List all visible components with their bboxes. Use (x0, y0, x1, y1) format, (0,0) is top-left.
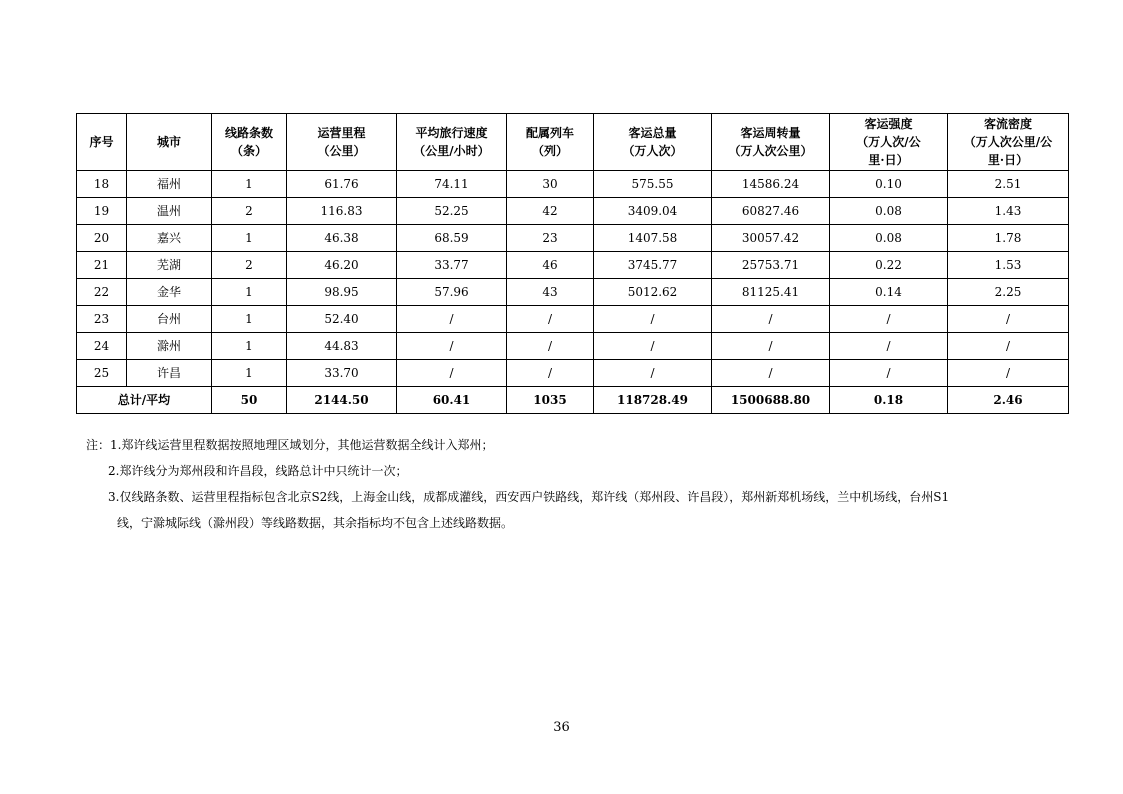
header-mileage: 运营里程 （公里） (287, 114, 397, 171)
cell-city: 福州 (127, 171, 212, 198)
cell-line-count: 1 (212, 225, 287, 252)
cell-passenger-turnover: / (712, 306, 830, 333)
total-passenger-volume: 118728.49 (594, 387, 712, 414)
cell-passenger-volume: 3409.04 (594, 198, 712, 225)
total-trains: 1035 (507, 387, 594, 414)
cell-line-count: 1 (212, 360, 287, 387)
header-city: 城市 (127, 114, 212, 171)
cell-line-count: 1 (212, 306, 287, 333)
table-row (77, 333, 1069, 360)
cell-passenger-volume: / (594, 360, 712, 387)
cell-passenger-intensity: / (830, 360, 948, 387)
header-index: 序号 (77, 114, 127, 171)
cell-passenger-turnover: 30057.42 (712, 225, 830, 252)
cell-trains: / (507, 333, 594, 360)
cell-index: 23 (77, 306, 127, 333)
cell-city: 许昌 (127, 360, 212, 387)
header-passenger-volume: 客运总量 （万人次） (594, 114, 712, 171)
note-3-line-1: 3.仅线路条数、运营里程指标包含北京S2线，上海金山线，成都成灌线，西安西户铁路线，郑许线（郑州段、许昌段），郑州新郑机场线，兰中机场线，台州S1 (108, 490, 950, 504)
cell-mileage: 46.20 (287, 252, 397, 279)
cell-passenger-intensity: 0.10 (830, 171, 948, 198)
cell-index: 20 (77, 225, 127, 252)
cell-avg-speed: / (397, 333, 507, 360)
page-number: 36 (553, 720, 570, 735)
table-footer (77, 387, 1069, 414)
cell-index: 22 (77, 279, 127, 306)
total-passenger-density: 2.46 (948, 387, 1069, 414)
cell-passenger-density: 1.43 (948, 198, 1069, 225)
note-1: 注：1.郑许线运营里程数据按照地理区域划分，其他运营数据全线计入郑州； (86, 438, 494, 452)
cell-passenger-turnover: / (712, 333, 830, 360)
table-body (77, 171, 1069, 387)
cell-passenger-turnover: 14586.24 (712, 171, 830, 198)
cell-passenger-density: / (948, 333, 1069, 360)
note-2: 2.郑许线分为郑州段和许昌段，线路总计中只统计一次； (108, 464, 408, 478)
cell-passenger-volume: 575.55 (594, 171, 712, 198)
total-passenger-intensity: 0.18 (830, 387, 948, 414)
total-label: 总计/平均 (77, 387, 212, 414)
total-passenger-turnover: 1500688.80 (712, 387, 830, 414)
cell-passenger-density: / (948, 360, 1069, 387)
cell-line-count: 2 (212, 198, 287, 225)
cell-trains: 30 (507, 171, 594, 198)
cell-mileage: 52.40 (287, 306, 397, 333)
cell-avg-speed: 52.25 (397, 198, 507, 225)
table-row (77, 225, 1069, 252)
cell-mileage: 116.83 (287, 198, 397, 225)
cell-passenger-intensity: 0.14 (830, 279, 948, 306)
cell-mileage: 46.38 (287, 225, 397, 252)
cell-passenger-intensity: 0.08 (830, 225, 948, 252)
cell-trains: / (507, 306, 594, 333)
table-row (77, 171, 1069, 198)
cell-line-count: 2 (212, 252, 287, 279)
cell-avg-speed: 57.96 (397, 279, 507, 306)
cell-index: 18 (77, 171, 127, 198)
cell-passenger-volume: 1407.58 (594, 225, 712, 252)
cell-trains: 46 (507, 252, 594, 279)
table-row (77, 279, 1069, 306)
header-line-count: 线路条数 （条） (212, 114, 287, 171)
header-passenger-intensity: 客运强度 （万人次/公 里·日） (830, 114, 948, 171)
cell-passenger-intensity: 0.22 (830, 252, 948, 279)
metro-statistics-table (76, 113, 1069, 414)
table-row (77, 198, 1069, 225)
header-passenger-density: 客流密度 （万人次公里/公 里·日） (948, 114, 1069, 171)
cell-trains: 42 (507, 198, 594, 225)
cell-city: 滁州 (127, 333, 212, 360)
cell-city: 芜湖 (127, 252, 212, 279)
cell-index: 19 (77, 198, 127, 225)
cell-passenger-volume: 5012.62 (594, 279, 712, 306)
table-row (77, 252, 1069, 279)
cell-avg-speed: / (397, 306, 507, 333)
cell-city: 金华 (127, 279, 212, 306)
cell-passenger-intensity: 0.08 (830, 198, 948, 225)
cell-avg-speed: 68.59 (397, 225, 507, 252)
total-avg-speed: 60.41 (397, 387, 507, 414)
total-mileage: 2144.50 (287, 387, 397, 414)
cell-passenger-intensity: / (830, 333, 948, 360)
cell-trains: 43 (507, 279, 594, 306)
cell-city: 台州 (127, 306, 212, 333)
cell-passenger-density: 2.51 (948, 171, 1069, 198)
cell-mileage: 98.95 (287, 279, 397, 306)
cell-avg-speed: 74.11 (397, 171, 507, 198)
cell-line-count: 1 (212, 171, 287, 198)
header-trains: 配属列车 （列） (507, 114, 594, 171)
header-avg-speed: 平均旅行速度 （公里/小时） (397, 114, 507, 171)
cell-passenger-volume: / (594, 333, 712, 360)
cell-passenger-intensity: / (830, 306, 948, 333)
cell-passenger-density: 1.53 (948, 252, 1069, 279)
cell-mileage: 33.70 (287, 360, 397, 387)
cell-passenger-density: 2.25 (948, 279, 1069, 306)
cell-passenger-turnover: 81125.41 (712, 279, 830, 306)
cell-passenger-volume: 3745.77 (594, 252, 712, 279)
header-passenger-turnover: 客运周转量 （万人次公里） (712, 114, 830, 171)
cell-line-count: 1 (212, 279, 287, 306)
header-row (77, 114, 1069, 171)
note-3-line-2: 线，宁滁城际线（滁州段）等线路数据，其余指标均不包含上述线路数据。 (117, 516, 514, 530)
cell-passenger-turnover: 60827.46 (712, 198, 830, 225)
cell-trains: 23 (507, 225, 594, 252)
cell-city: 温州 (127, 198, 212, 225)
cell-passenger-volume: / (594, 306, 712, 333)
total-line-count: 50 (212, 387, 287, 414)
cell-index: 21 (77, 252, 127, 279)
cell-trains: / (507, 360, 594, 387)
table-notes (86, 432, 1076, 536)
table-header (77, 114, 1069, 171)
cell-passenger-turnover: / (712, 360, 830, 387)
cell-passenger-turnover: 25753.71 (712, 252, 830, 279)
cell-passenger-density: 1.78 (948, 225, 1069, 252)
cell-index: 25 (77, 360, 127, 387)
table-row (77, 360, 1069, 387)
cell-avg-speed: / (397, 360, 507, 387)
table-row (77, 306, 1069, 333)
total-row (77, 387, 1069, 414)
cell-city: 嘉兴 (127, 225, 212, 252)
cell-line-count: 1 (212, 333, 287, 360)
cell-mileage: 44.83 (287, 333, 397, 360)
cell-passenger-density: / (948, 306, 1069, 333)
cell-mileage: 61.76 (287, 171, 397, 198)
cell-avg-speed: 33.77 (397, 252, 507, 279)
cell-index: 24 (77, 333, 127, 360)
